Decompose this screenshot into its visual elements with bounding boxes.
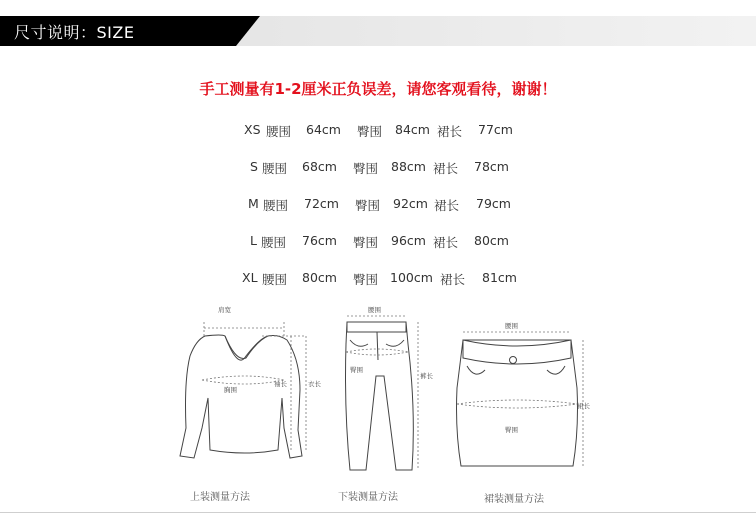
size-label: M	[248, 196, 259, 211]
size-row-xs	[0, 122, 756, 142]
length-value: 78cm	[474, 159, 509, 174]
bottom-divider	[0, 512, 756, 513]
hip-value: 100cm	[390, 270, 433, 285]
size-row-xl	[0, 270, 756, 290]
waist-value: 64cm	[306, 122, 341, 137]
top-garment-outline	[180, 335, 302, 458]
shoulder-label: 肩宽	[218, 306, 231, 314]
skirt-measurement-diagram	[445, 300, 605, 470]
header-title: 尺寸说明：SIZE	[14, 23, 135, 42]
length-label: 裙长	[577, 402, 590, 410]
hip-label: 臀围	[353, 235, 379, 250]
waist-label: 腰围	[262, 161, 288, 176]
top-measurement-diagram	[150, 300, 340, 470]
waist-label: 腰围	[263, 198, 289, 213]
hip-label: 臀围	[350, 366, 363, 374]
size-row-s	[0, 159, 756, 179]
hip-guide	[457, 400, 577, 404]
waist-value: 76cm	[302, 233, 337, 248]
hip-label: 臀围	[357, 124, 383, 139]
measurement-notice: 手工测量有1-2厘米正负误差，请您客观看待，谢谢！	[199, 80, 557, 98]
top-caption: 上装测量方法	[190, 492, 250, 503]
length-value: 81cm	[482, 270, 517, 285]
length-label: 裤长	[420, 372, 433, 380]
chest-label: 胸围	[224, 386, 237, 394]
waist-label: 腰围	[505, 322, 518, 330]
hip-label: 臀围	[353, 161, 379, 176]
size-label: L	[250, 233, 257, 248]
length-label: 裙长	[434, 198, 460, 213]
waist-value: 68cm	[302, 159, 337, 174]
skirt-caption: 裙装测量方法	[484, 494, 544, 505]
waist-value: 72cm	[304, 196, 339, 211]
length-label: 衣长	[308, 380, 321, 388]
chest-guide	[202, 376, 284, 380]
hip-value: 88cm	[391, 159, 426, 174]
size-label: XL	[242, 270, 258, 285]
pants-garment-outline	[346, 322, 414, 470]
waist-label: 腰围	[261, 235, 287, 250]
size-row-m	[0, 196, 756, 216]
hip-label: 臀围	[353, 272, 379, 287]
hip-label: 臀围	[355, 198, 381, 213]
size-label: S	[250, 159, 258, 174]
length-label: 裙长	[433, 161, 459, 176]
length-value: 79cm	[476, 196, 511, 211]
waist-label: 腰围	[266, 124, 292, 139]
hip-value: 84cm	[395, 122, 430, 137]
button-icon	[510, 357, 517, 364]
length-label: 裙长	[437, 124, 463, 139]
waist-label: 腰围	[262, 272, 288, 287]
header-bar	[0, 16, 756, 46]
hip-guide	[346, 349, 408, 352]
waist-value: 80cm	[302, 270, 337, 285]
skirt-garment-outline	[457, 340, 578, 466]
length-value: 80cm	[474, 233, 509, 248]
size-row-l	[0, 233, 756, 253]
hip-value: 92cm	[393, 196, 428, 211]
hip-label: 臀围	[505, 426, 518, 434]
waist-label: 腰围	[368, 306, 381, 314]
size-label: XS	[244, 122, 261, 137]
pants-caption: 下装测量方法	[338, 492, 398, 503]
length-label: 裙长	[433, 235, 459, 250]
hip-value: 96cm	[391, 233, 426, 248]
pants-measurement-diagram	[320, 300, 440, 480]
sleeve-label: 袖长	[274, 380, 287, 388]
length-label: 裙长	[440, 272, 466, 287]
length-value: 77cm	[478, 122, 513, 137]
